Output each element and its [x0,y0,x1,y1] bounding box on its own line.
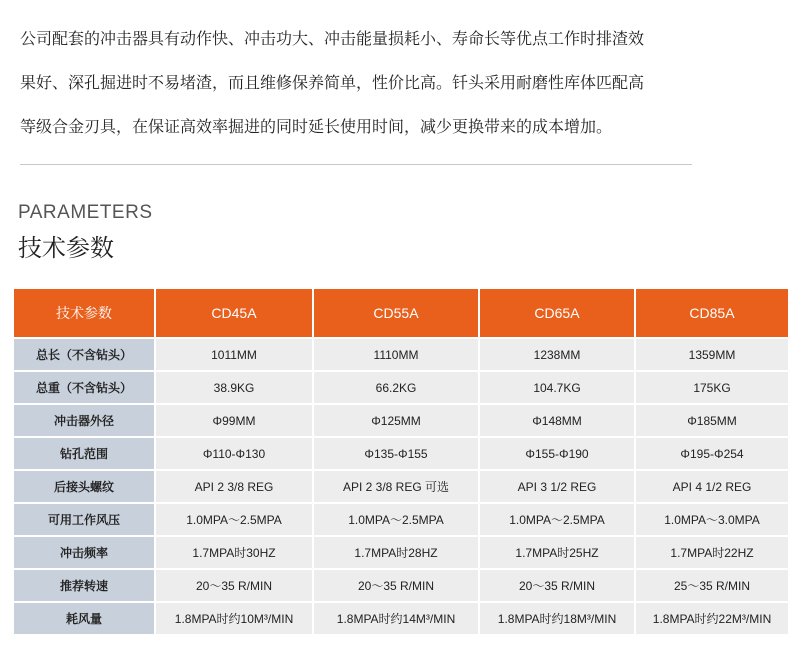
table-cell: API 4 1/2 REG [635,470,789,503]
section-title-cn: 技术参数 [18,235,114,262]
table-cell: 175KG [635,371,789,404]
table-body [13,338,789,635]
table-cell: 1.8MPA时约10M³/MIN [155,602,313,635]
row-label: 耗风量 [13,602,155,635]
table-cell: 1.0MPA～2.5MPA [155,503,313,536]
table-cell: 1.8MPA时约18M³/MIN [479,602,635,635]
table-cell: 1110MM [313,338,479,371]
table-cell: 25～35 R/MIN [635,569,789,602]
table-cell: 1011MM [155,338,313,371]
table-row [13,503,789,536]
table-cell: 66.2KG [313,371,479,404]
table-cell: API 2 3/8 REG [155,470,313,503]
header-cell-param: 技术参数 [13,288,155,338]
table-cell: 38.9KG [155,371,313,404]
section-title-en: PARAMETERS [18,202,153,223]
table-cell: 20～35 R/MIN [479,569,635,602]
intro-line: 公司配套的冲击器具有动作快、冲击功大、冲击能量损耗小、寿命长等优点工作时排渣效 [20,31,645,48]
table-cell: Φ110-Φ130 [155,437,313,470]
intro-paragraph [20,18,700,150]
table-cell: 1.0MPA～2.5MPA [479,503,635,536]
table-cell: 1.7MPA时22HZ [635,536,789,569]
header-cell-cd85a: CD85A [635,288,789,338]
table-cell: 1.8MPA时约22M³/MIN [635,602,789,635]
row-label: 冲击器外径 [13,404,155,437]
table-cell: Φ125MM [313,404,479,437]
header-cell-cd55a: CD55A [313,288,479,338]
table-row [13,536,789,569]
table-cell: 20～35 R/MIN [155,569,313,602]
row-label: 总重（不含钻头） [13,371,155,404]
table-row [13,404,789,437]
table-row [13,602,789,635]
table-row [13,569,789,602]
table-cell: 1359MM [635,338,789,371]
row-label: 后接头螺纹 [13,470,155,503]
table-cell: 1.0MPA～2.5MPA [313,503,479,536]
table-cell: Φ155-Φ190 [479,437,635,470]
row-label: 推荐转速 [13,569,155,602]
table-cell: 20～35 R/MIN [313,569,479,602]
parameters-table [12,287,790,636]
table-cell: 1.7MPA时28HZ [313,536,479,569]
table-cell: API 3 1/2 REG [479,470,635,503]
table-row [13,371,789,404]
row-label: 冲击频率 [13,536,155,569]
row-label: 可用工作风压 [13,503,155,536]
table-cell: Φ185MM [635,404,789,437]
header-cell-cd65a: CD65A [479,288,635,338]
table-row [13,470,789,503]
table-cell: Φ99MM [155,404,313,437]
table-cell: API 2 3/8 REG 可选 [313,470,479,503]
table-row [13,338,789,371]
table-header [13,288,789,338]
table-cell: Φ148MM [479,404,635,437]
table-cell: 1238MM [479,338,635,371]
intro-line: 果好、深孔掘进时不易堵渣，而且维修保养简单，性价比高。钎头采用耐磨性库体匹配高 [20,75,645,92]
table-cell: 1.7MPA时25HZ [479,536,635,569]
table-cell: Φ135-Φ155 [313,437,479,470]
table-row [13,437,789,470]
table-cell: 1.0MPA～3.0MPA [635,503,789,536]
intro-line: 等级合金刃具，在保证高效率掘进的同时延长使用时间，减少更换带来的成本增加。 [20,119,613,136]
table-cell: Φ195-Φ254 [635,437,789,470]
table-cell: 1.8MPA时约14M³/MIN [313,602,479,635]
header-row [13,288,789,338]
row-label: 总长（不含钻头） [13,338,155,371]
row-label: 钻孔范围 [13,437,155,470]
table-cell: 104.7KG [479,371,635,404]
table-cell: 1.7MPA时30HZ [155,536,313,569]
header-cell-cd45a: CD45A [155,288,313,338]
section-divider [20,164,692,165]
